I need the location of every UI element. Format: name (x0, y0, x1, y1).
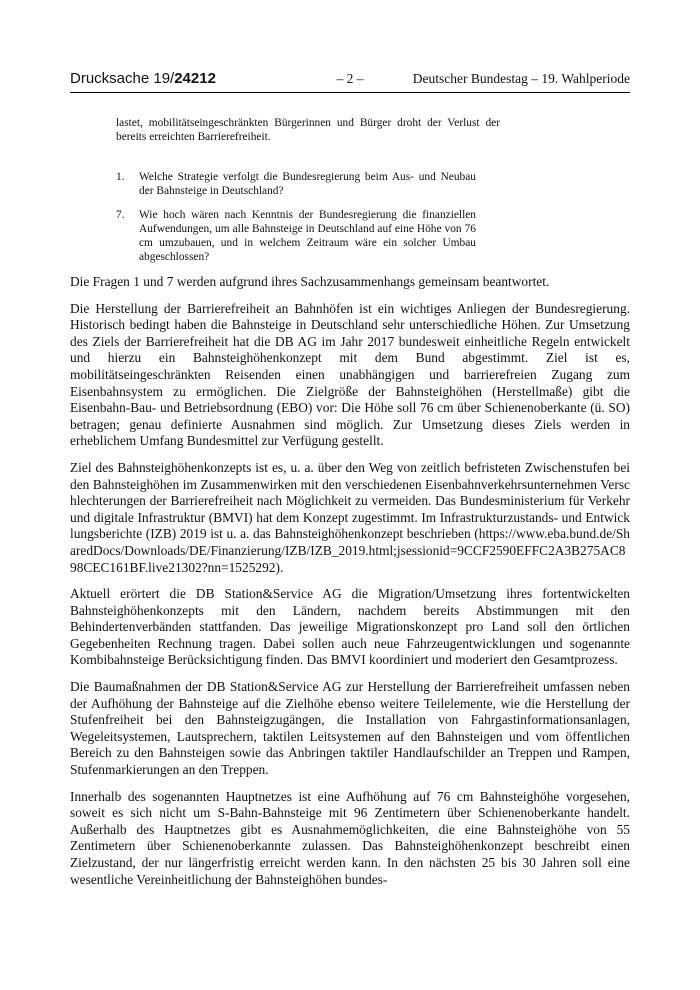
answer-paragraph: Ziel des Bahnsteighöhenkonzepts ist es, u. a. über den Weg von zeitlich befristeten Zwischenstufen bei den Bahnsteighöhen im Zusammenwirken mit den verschiedenen Eisenbahnverkehrsunternehmen Verschlechterungen der Barrierefreiheit nach Möglichkeit zu vermeiden. Das Bundesministerium für Verkehr und digitale Infrastruktur (BMVI) hat dem Konzept zugestimmt. Im Infrastrukturzustands- und Entwicklungsberichte (IZB) 2019 ist u. a. das Bahnsteighöhenkonzept beschrieben (https://www.eba.bund.de/SharedDocs/Downloads/DE/Finanzierung/IZB/IZB_2019.html;jsessionid=9CCF2590EFFC2A3B275AC898CEC161BF.live21302?nn=1525292). (70, 459, 630, 575)
page-header (70, 70, 630, 93)
question-item (116, 208, 476, 264)
answer-paragraph: Die Baumaßnahmen der DB Station&Service AG zur Herstellung der Barrierefreiheit umfassen neben der Aufhöhung der Bahnsteige auf die Zielhöhe ebenso weitere Teilelemente, wie die Herstellung der Stufenfreiheit bei den Bahnsteigzugängen, die Installation von Fahrgastinformationsanlagen, Wegeleitsystemen, Lautsprechern, taktilen Leitsystemen auf den Bahnsteigen und vom öffentlichen Bereich zu den Bahnsteigen sowie das Anbringen taktiler Handlaufschilder an Treppen und Rampen, Stufenmarkierungen an den Treppen. (70, 679, 630, 778)
question-number: 7. (116, 209, 125, 221)
document-number: Drucksache 19/24212 (70, 70, 216, 87)
question-number: 1. (116, 171, 125, 183)
question-item (116, 170, 476, 198)
answer-paragraph: Aktuell erörtert die DB Station&Service AG die Migration/Umsetzung ihres fortentwickelten Bahnsteighöhenkonzepts mit den Ländern, nachdem bereits Abstimmungen mit den Behindertenverbänden stattfanden. Das jeweilige Migrationskonzept pro Land soll den örtlichen Gegebenheiten Rechnung tragen. Dabei sollen auch neue Fahrzeugentwicklungen und sogenannte Kombibahnsteige Berücksichtigung finden. Das BMVI koordiniert und moderiert den Gesamtprozess. (70, 586, 630, 668)
answer-paragraph: Innerhalb des sogenannten Hauptnetzes ist eine Aufhöhung auf 76 cm Bahnsteighöhe vorgesehen, soweit es sich nicht um S-Bahn-Bahnsteige mit 96 Zentimetern über Schienenoberkante handelt. Außerhalb des Hauptnetzes gibt es Ausnahmemöglichkeiten, die eine Bahnsteighöhe von 55 Zentimetern über Schienenoberkannte zulassen. Das Bahnsteighöhenkonzept beschreibt einen Zielzustand, der nur längerfristig erreicht werden kann. In den nächsten 25 bis 30 Jahren soll eine wesentliche Vereinheitlichung der Bahnsteighöhen bundes- (70, 788, 630, 887)
question-preamble: lastet, mobilitätseingeschränkten Bürgerinnen und Bürger droht der Verlust der bereits erreichten Barrierefreiheit. (116, 117, 500, 143)
question-text: Welche Strategie verfolgt die Bundesregierung beim Aus- und Neubau der Bahnsteige in Deutschland? (139, 171, 476, 197)
answer-paragraph: Die Fragen 1 und 7 werden aufgrund ihres Sachzusammenhangs gemeinsam beantwortet. (70, 274, 550, 289)
page-number: – 2 – (336, 71, 364, 86)
answer-paragraph: Die Herstellung der Barrierefreiheit an Bahnhöfen ist ein wichtiges Anliegen der Bundesregierung. Historisch bedingt haben die Bahnsteige in Deutschland sehr unterschiedliche Höhen. Zur Umsetzung des Ziels der Barrierefreiheit hat die DB AG im Jahr 2017 bundesweit einheitliche Regeln entwickelt und hierzu ein Bahnsteighöhenkonzept mit dem Bund abgestimmt. Ziel ist es, mobilitätseingeschränkten Reisenden einen unabhängigen und barrierefreien Zugang zum Eisenbahnsystem zu ermöglichen. Die Zielgröße der Bahnsteighöhen (Herstellmaße) gibt die Eisenbahn-Bau- und Betriebsordnung (EBO) vor: Die Höhe soll 76 cm über Schienenoberkante (ü. SO) betragen; genau definierte Ausnahmen sind möglich. Zur Umsetzung dieses Ziels werden in erheblichem Umfang Bundesmittel zur Verfügung gestellt. (70, 300, 630, 449)
question-list (116, 170, 476, 264)
page-body (70, 100, 630, 888)
parliament-period: Deutscher Bundestag – 19. Wahlperiode (412, 71, 630, 86)
question-text: Wie hoch wären nach Kenntnis der Bundesregierung die finanziellen Aufwendungen, um alle Bahnsteige in Deutschland auf eine Höhe von 76 cm umzubauen, und in welchem Zeitraum wäre ein solcher Umbau abgeschlossen? (139, 209, 476, 263)
